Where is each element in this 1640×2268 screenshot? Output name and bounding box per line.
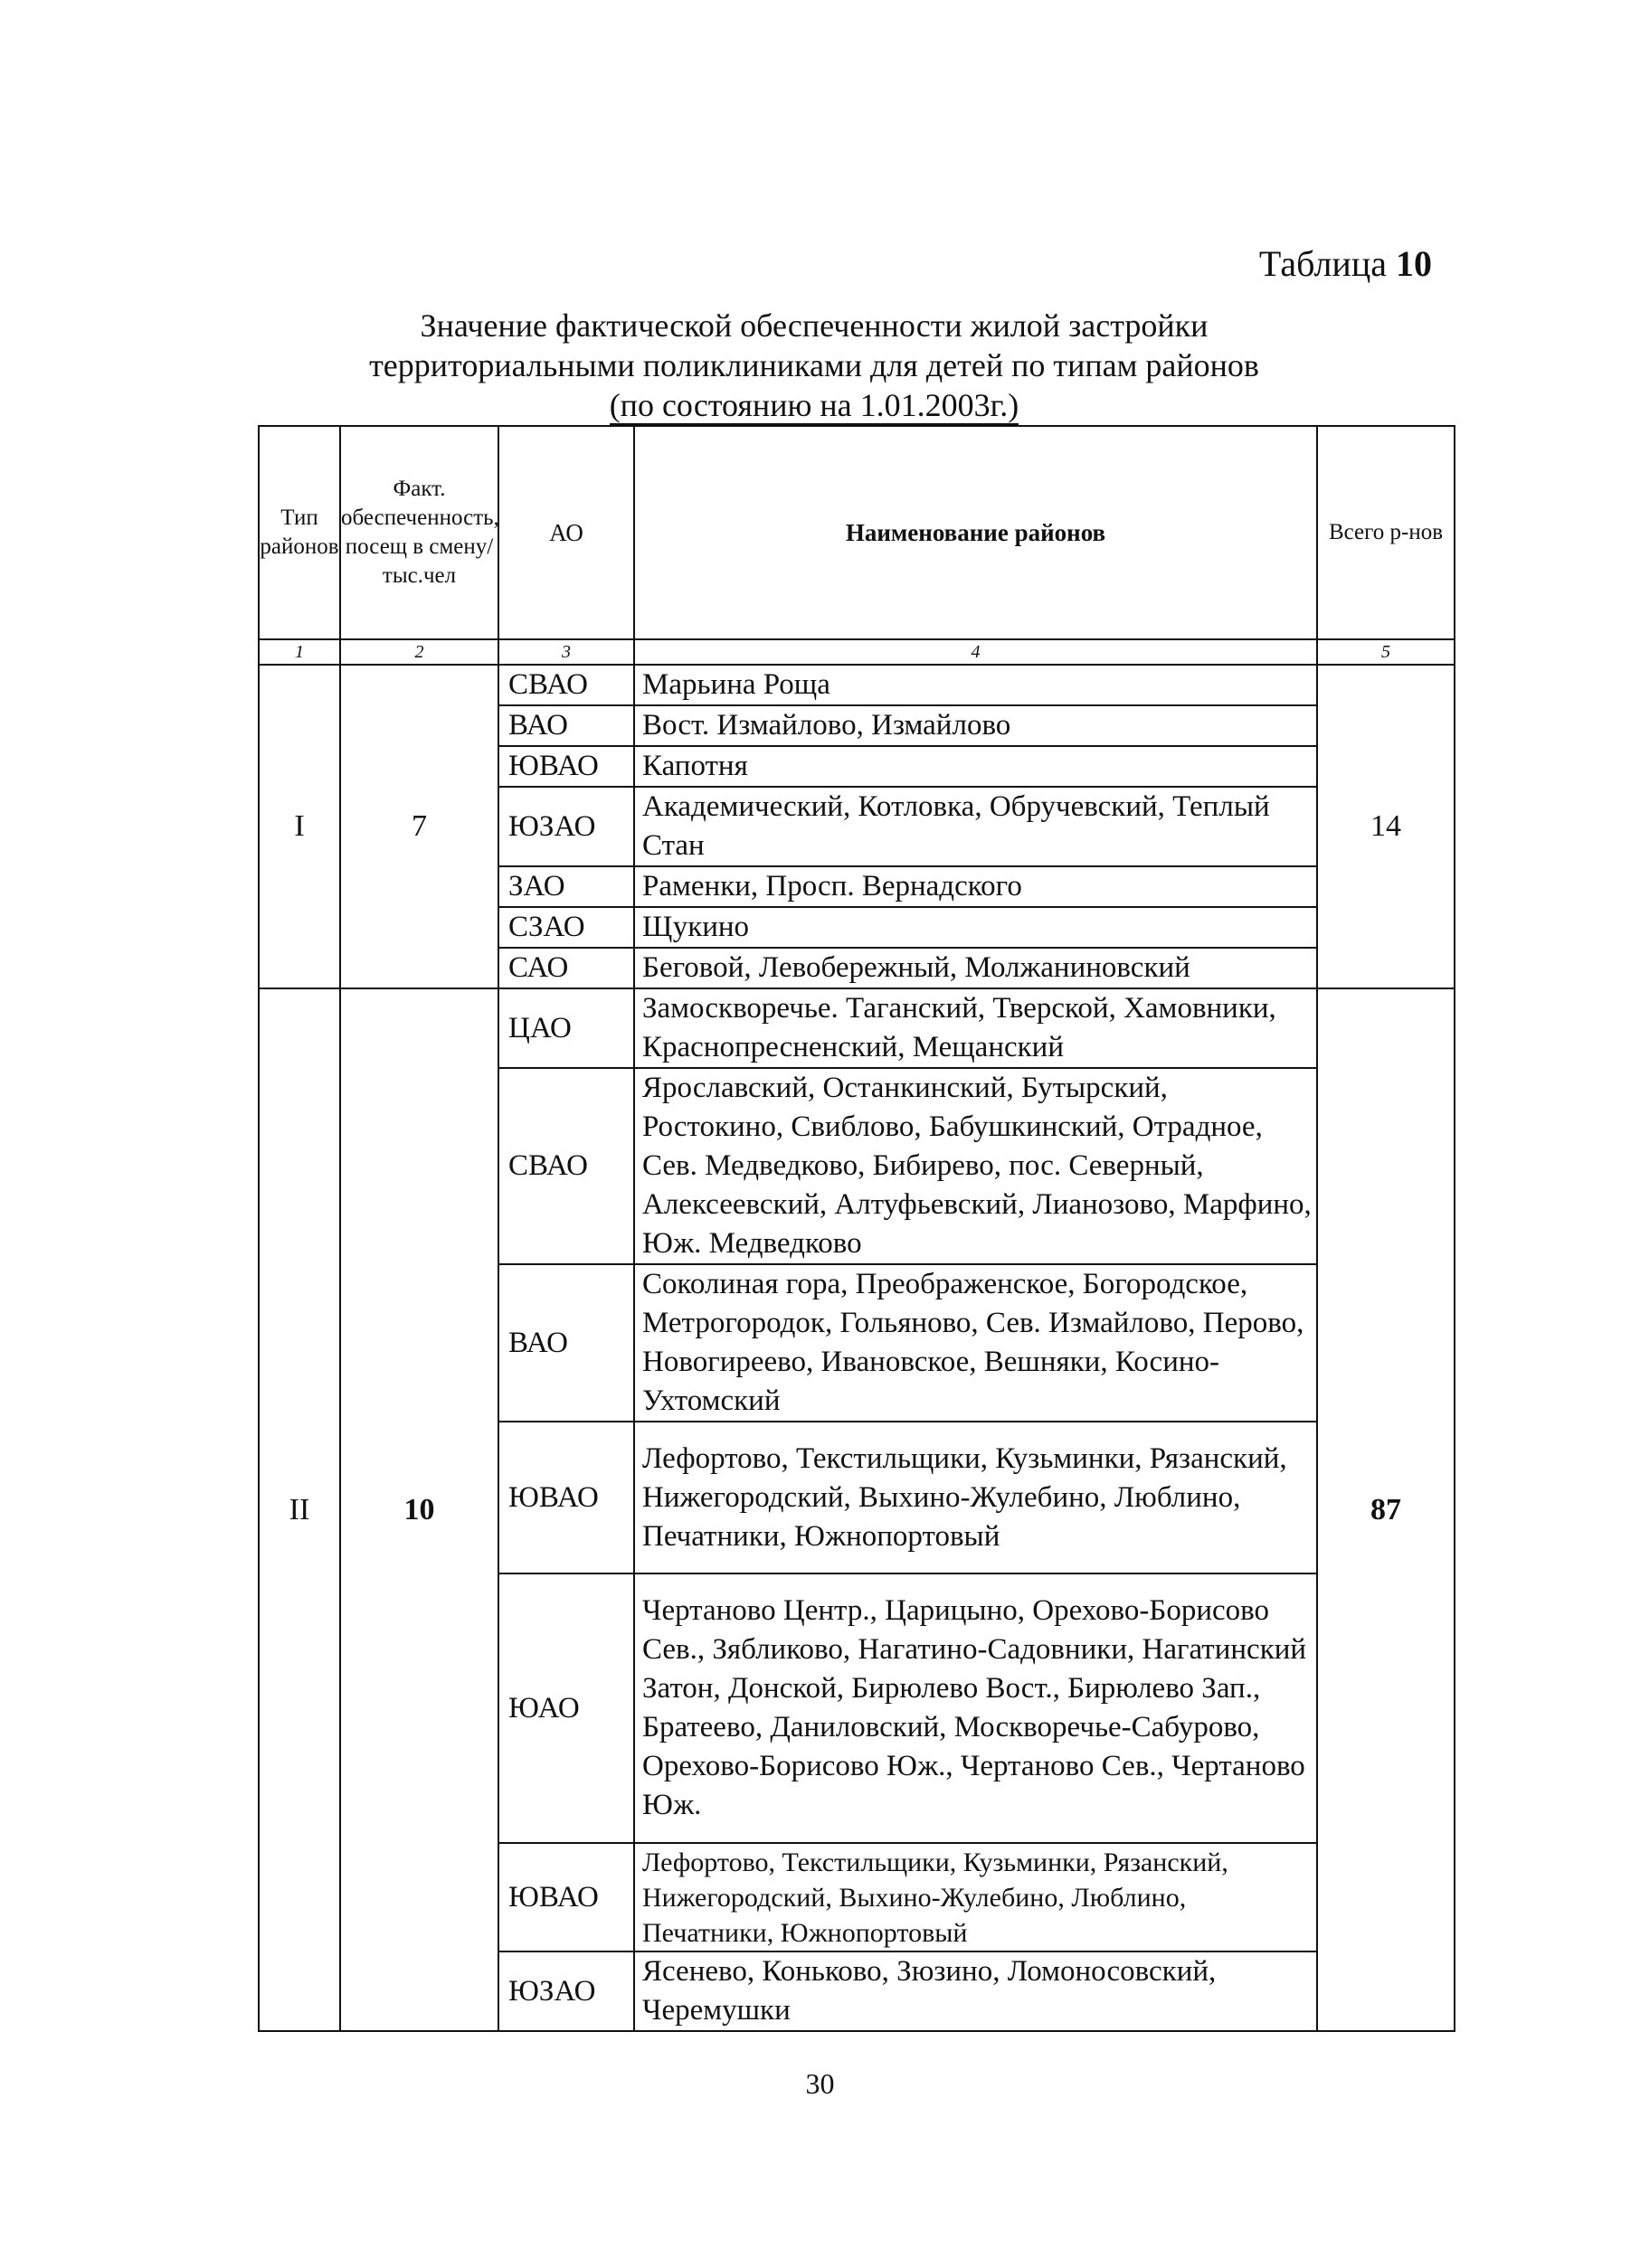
- districts-table: [258, 425, 1455, 2032]
- table-row: [259, 988, 1455, 1068]
- table-title: [271, 306, 1357, 425]
- district-names: Академический, Котловка, Обручевский, Теплый Стан: [634, 787, 1317, 866]
- table-row: [259, 665, 1455, 705]
- ao-cell: ВАО: [498, 705, 634, 746]
- district-names: Лефортово, Текстильщики, Кузьминки, Рязанский, Нижегородский, Выхино-Жулебино, Люблино, Печатники, Южнопортовый: [634, 1843, 1317, 1951]
- header-names: Наименование районов: [634, 426, 1317, 639]
- ao-cell: САО: [498, 948, 634, 988]
- district-names: Соколиная гора, Преображенское, Богородское, Метрогородок, Гольяново, Сев. Измайлово, Перово, Новогиреево, Ивановское, Вешняки, Косино-Ухтомский: [634, 1264, 1317, 1422]
- provision-value: 7: [340, 665, 498, 988]
- title-line-3: (по состоянию на 1.01.2003г.): [609, 387, 1019, 423]
- column-number: 2: [340, 639, 498, 665]
- district-names: Щукино: [634, 907, 1317, 948]
- ao-cell: ЮЗАО: [498, 1951, 634, 2031]
- page-number: 30: [805, 2067, 835, 2100]
- ao-cell: ЮВАО: [498, 746, 634, 787]
- ao-cell: ЦАО: [498, 988, 634, 1068]
- header-type: Тип районов: [259, 426, 340, 639]
- district-type: I: [259, 665, 340, 988]
- district-names: Чертаново Центр., Царицыно, Орехово-Борисово Сев., Зябликово, Нагатино-Садовники, Нагатинский Затон, Донской, Бирюлево Вост., Бирюлево Зап., Братеево, Даниловский, Москворечье-Сабурово, Орехово-Борисово Юж., Чертаново Сев., Чертаново Юж.: [634, 1573, 1317, 1843]
- column-numbers-row: [259, 639, 1455, 665]
- district-names: Раменки, Просп. Вернадского: [634, 866, 1317, 907]
- table-number: [1259, 242, 1432, 285]
- district-type: II: [259, 988, 340, 2031]
- ao-cell: ЮВАО: [498, 1422, 634, 1573]
- district-names: Беговой, Левобережный, Молжаниновский: [634, 948, 1317, 988]
- ao-cell: ЗАО: [498, 866, 634, 907]
- header-row: [259, 426, 1455, 639]
- column-number: 4: [634, 639, 1317, 665]
- district-names: Лефортово, Текстильщики, Кузьминки, Рязанский, Нижегородский, Выхино-Жулебино, Люблино, Печатники, Южнопортовый: [634, 1422, 1317, 1573]
- title-line-1: Значение фактической обеспеченности жилой застройки: [420, 307, 1209, 344]
- ao-cell: СЗАО: [498, 907, 634, 948]
- ao-cell: ЮЗАО: [498, 787, 634, 866]
- district-names: Марьина Роща: [634, 665, 1317, 705]
- ao-cell: ЮАО: [498, 1573, 634, 1843]
- column-number: 5: [1317, 639, 1455, 665]
- district-total: 87: [1317, 988, 1455, 2031]
- table-label: Таблица: [1258, 243, 1387, 284]
- district-names: Ярославский, Останкинский, Бутырский, Ростокино, Свиблово, Бабушкинский, Отрадное, Сев. Медведково, Бибирево, пос. Северный, Алексеевский, Алтуфьевский, Лианозово, Марфино, Юж. Медведково: [634, 1068, 1317, 1264]
- district-names: Замоскворечье. Таганский, Тверской, Хамовники, Краснопресненский, Мещанский: [634, 988, 1317, 1068]
- district-names: Вост. Измайлово, Измайлово: [634, 705, 1317, 746]
- ao-cell: СВАО: [498, 1068, 634, 1264]
- ao-cell: ВАО: [498, 1264, 634, 1422]
- header-ao: АО: [498, 426, 634, 639]
- header-provision: Факт. обеспеченность, посещ в смену/ тыс.чел: [340, 426, 498, 639]
- ao-cell: ЮВАО: [498, 1843, 634, 1951]
- title-line-2: территориальными поликлиниками для детей по типам районов: [369, 347, 1259, 383]
- header-total: Всего р-нов: [1317, 426, 1455, 639]
- district-names: Капотня: [634, 746, 1317, 787]
- ao-cell: СВАО: [498, 665, 634, 705]
- column-number: 3: [498, 639, 634, 665]
- column-number: 1: [259, 639, 340, 665]
- provision-value: 10: [340, 988, 498, 2031]
- table-number-value: 10: [1396, 243, 1432, 284]
- district-total: 14: [1317, 665, 1455, 988]
- district-names: Ясенево, Коньково, Зюзино, Ломоносовский, Черемушки: [634, 1951, 1317, 2031]
